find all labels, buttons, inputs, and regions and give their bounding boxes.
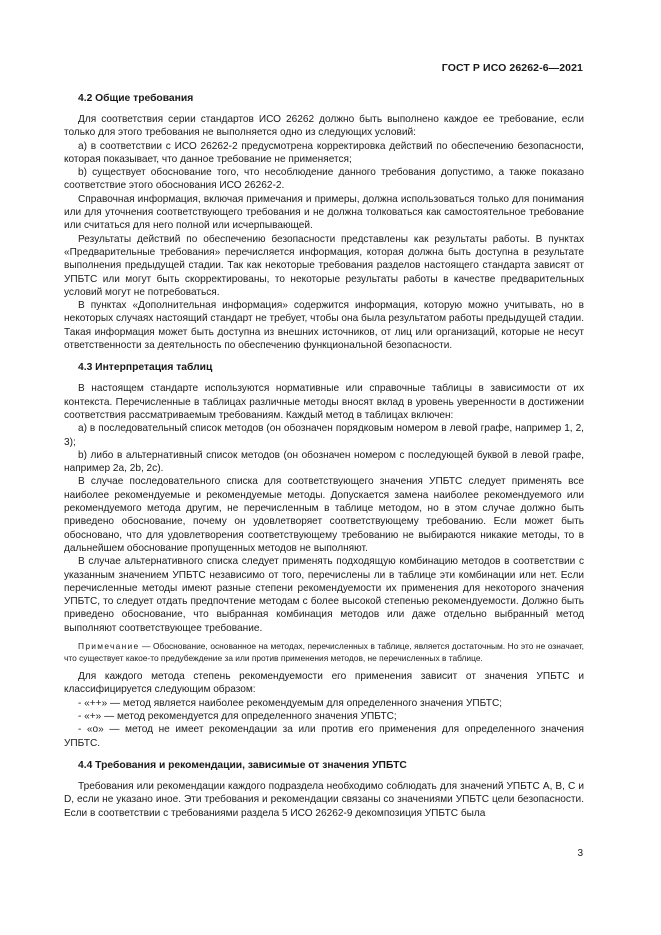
paragraph: Требования или рекомендации каждого подраздела необходимо соблюдать для значений УПБТС А, В, С и D, если не указано иное. Эти требования и рекомендации связаны со значениями УПБТС цели безопасности. Если в соответствии с требованиями раздела 5 ИСО 26262-9 декомпозиция УПБТС была (64, 780, 584, 819)
list-item: - «++» — метод является наиболее рекомендуемым для определенного значения УПБТС; (78, 697, 503, 709)
note-label: Примечание (78, 640, 140, 651)
page-number: 3 (577, 848, 583, 859)
section-4-2-title: 4.2 Общие требования (78, 93, 194, 104)
paragraph: В случае альтернативного списка следует применять подходящую комбинацию методов в соответствии с указанным значением УПБТС независимо от того, перечислены ли в таблице эти комбинации или нет. Если перечисленные методы имеют разные степени рекомендуемости их применения для некоторого значения УПБТС, то следует отдать предпочтение методам с более высокой степенью рекомендуемости. Должно быть приведено обоснование, что выбранная комбинация методов или даже отдельно выбранный метод выполняют соответствующее требование. (64, 556, 584, 634)
note (64, 641, 584, 664)
paragraph: Справочная информация, включая примечания и примеры, должна использоваться только для понимания или для уточнения соответствующего требования и не должна толковаться как самостоятельное требование или считаться для него полной или исчерпывающей. (64, 193, 584, 232)
section-4-4-title: 4.4 Требования и рекомендации, зависимые от значения УПБТС (78, 759, 407, 771)
list-item: а) в соответствии с ИСО 26262-2 предусмотрена корректировка действий по обеспечению безопасности, которая показывает, что данное требование не применяется; (64, 140, 584, 165)
list-item: - «о» — метод не имеет рекомендации за или против его применения для определенного значения УПБТС. (64, 724, 584, 749)
list-item: b) существует обоснование того, что несоблюдение данного требования допустимо, а также показано соответствие этого обоснования ИСО 26262-2. (64, 167, 584, 192)
section-4-3-title: 4.3 Интерпретация таблиц (78, 362, 213, 374)
list-item: b) либо в альтернативный список методов (он обозначен номером с последующей буквой в левой графе, например 2a, 2b, 2c). (64, 449, 584, 475)
paragraph: В случае последовательного списка для соответствующего значения УПБТС следует применять все наиболее рекомендуемые и рекомендуемые методы. Допускается замена наиболее рекомендуемого или рекомендуемого метода другим, не перечисленным в таблице методом, но в этом случае должно быть приведено обоснование, почему он удовлетворяет соответствующему требованию. Если может быть обосновано, что для удовлетворения соответствующему требованию не выбираются никакие методы, то в дальнейшем обоснование пропущенных методов не выполняют. (64, 476, 584, 554)
note-text: — Обоснование, основанное на методах, перечисленных в таблице, является достаточным. Но это не означает, что существует какое-то предубеждение за или против применения методов, не перечисленных в таблице. (64, 640, 584, 663)
paragraph: Результаты действий по обеспечению безопасности представлены как результаты работы. В пунктах «Предварительные требования» перечисляется информация, которая должна быть доступна в результате выполнения предыдущей стадии. Так как некоторые требования разделов настоящего стандарта зависят от УПБТС или могут быть скорректированы, то некоторые результаты работы в качестве предварительных условий могут не потребоваться. (64, 233, 584, 298)
paragraph: В настоящем стандарте используются нормативные или справочные таблицы в зависимости от их контекста. Перечисленные в таблицах различные методы вносят вклад в уровень уверенности в достижении соответствия рассматриваемым требованиям. Каждый метод в таблицах включен: (64, 383, 584, 421)
list-item: а) в последовательный список методов (он обозначен порядковым номером в левой графе, например 1, 2, 3); (64, 423, 584, 448)
paragraph: Для каждого метода степень рекомендуемости его применения зависит от значения УПБТС и классифицируется следующим образом: (64, 671, 584, 696)
document-header: ГОСТ Р ИСО 26262-6—2021 (441, 62, 583, 74)
document-body (64, 92, 584, 820)
list-item: - «+» — метод рекомендуется для определенного значения УПБТС; (78, 711, 397, 723)
paragraph: В пунктах «Дополнительная информация» содержится информация, которую можно учитывать, но в некоторых случаях настоящий стандарт не требует, чтобы она была результатом работы предыдущей стадии. Такая информация может быть доступна из внешних источников, от лиц или организаций, которые не несут ответственности за деятельность по обеспечению функциональной безопасности. (64, 300, 584, 352)
paragraph: Для соответствия серии стандартов ИСО 26262 должно быть выполнено каждое ее требование, если только для этого требования не выполняется одно из следующих условий: (64, 114, 584, 139)
